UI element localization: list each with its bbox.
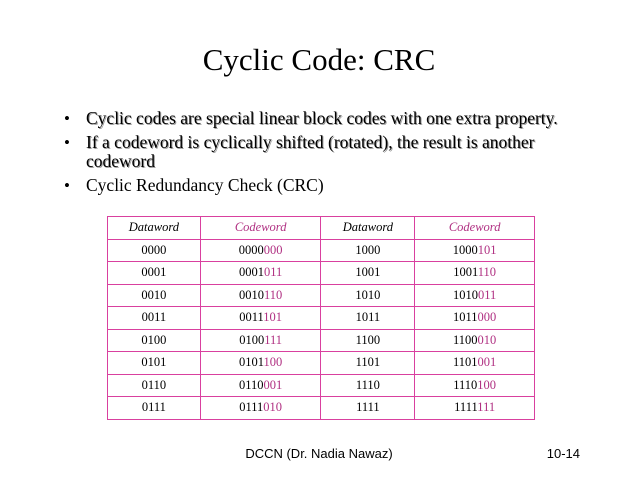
dataword-cell: 0111 bbox=[108, 397, 201, 420]
codeword-data-bits: 1111 bbox=[454, 400, 478, 415]
dataword-cell: 1000 bbox=[321, 239, 415, 262]
dataword-cell: 1100 bbox=[321, 329, 415, 352]
header-codeword: Codeword bbox=[415, 217, 535, 240]
codeword-cell bbox=[200, 262, 321, 285]
table-row bbox=[108, 329, 535, 352]
codeword-data-bits: 1100 bbox=[452, 332, 478, 347]
codeword-data-bits: 1101 bbox=[452, 355, 478, 370]
table-row bbox=[108, 307, 535, 330]
codeword-data-bits: 0000 bbox=[238, 242, 264, 257]
slide-title: Cyclic Code: CRC bbox=[202, 42, 436, 77]
codeword-check-bits: 101 bbox=[477, 242, 497, 257]
codeword-cell bbox=[415, 374, 535, 397]
codeword-data-bits: 0001 bbox=[238, 265, 264, 280]
dataword-cell: 1101 bbox=[321, 352, 415, 375]
codeword-data-bits: 0010 bbox=[238, 287, 264, 302]
codeword-data-bits: 1110 bbox=[453, 377, 478, 392]
header-dataword: Dataword bbox=[321, 217, 415, 240]
table-row bbox=[108, 284, 535, 307]
codeword-data-bits: 0111 bbox=[239, 400, 264, 415]
codeword-check-bits: 100 bbox=[263, 355, 283, 370]
dataword-cell: 1110 bbox=[321, 374, 415, 397]
table-row bbox=[108, 374, 535, 397]
header-dataword: Dataword bbox=[108, 217, 201, 240]
bullet-dot-icon: • bbox=[64, 133, 70, 152]
codeword-cell bbox=[200, 329, 321, 352]
bullet-item bbox=[62, 176, 602, 195]
table-row bbox=[108, 352, 535, 375]
bullet-dot-icon: • bbox=[64, 109, 70, 128]
codeword-cell bbox=[415, 284, 535, 307]
dataword-cell: 0000 bbox=[108, 239, 201, 262]
codeword-check-bits: 010 bbox=[263, 400, 283, 415]
codeword-cell bbox=[200, 374, 321, 397]
codeword-cell bbox=[415, 239, 535, 262]
table-row bbox=[108, 397, 535, 420]
dataword-cell: 1001 bbox=[321, 262, 415, 285]
bullet-item bbox=[62, 109, 602, 128]
codeword-check-bits: 001 bbox=[477, 355, 497, 370]
bullet-text: Cyclic codes are special linear block codes with one extra property. bbox=[86, 108, 558, 128]
codeword-check-bits: 010 bbox=[477, 332, 497, 347]
slide-number: 10-14 bbox=[546, 446, 580, 461]
codeword-check-bits: 101 bbox=[263, 310, 283, 325]
codeword-cell bbox=[200, 239, 321, 262]
codeword-cell bbox=[200, 307, 321, 330]
codeword-check-bits: 011 bbox=[263, 265, 283, 280]
codeword-check-bits: 000 bbox=[263, 242, 283, 257]
dataword-cell: 0001 bbox=[108, 262, 201, 285]
dataword-cell: 0110 bbox=[108, 374, 201, 397]
codeword-data-bits: 1011 bbox=[452, 310, 478, 325]
bullet-text: Cyclic Redundancy Check (CRC) bbox=[86, 175, 324, 195]
bullet-list bbox=[62, 109, 602, 200]
codeword-data-bits: 1010 bbox=[452, 287, 478, 302]
crc-code-table bbox=[107, 216, 535, 420]
dataword-cell: 0100 bbox=[108, 329, 201, 352]
bullet-dot-icon: • bbox=[64, 176, 70, 195]
codeword-cell bbox=[200, 352, 321, 375]
codeword-check-bits: 000 bbox=[477, 310, 497, 325]
codeword-data-bits: 1001 bbox=[453, 265, 478, 280]
codeword-data-bits: 0110 bbox=[238, 377, 264, 392]
codeword-check-bits: 011 bbox=[477, 287, 497, 302]
dataword-cell: 0101 bbox=[108, 352, 201, 375]
dataword-cell: 1111 bbox=[321, 397, 415, 420]
codeword-check-bits: 100 bbox=[477, 377, 497, 392]
codeword-cell bbox=[415, 352, 535, 375]
footer-credit: DCCN (Dr. Nadia Nawaz) bbox=[245, 446, 393, 461]
dataword-cell: 1010 bbox=[321, 284, 415, 307]
codeword-cell bbox=[415, 307, 535, 330]
codeword-check-bits: 110 bbox=[477, 265, 497, 280]
codeword-cell bbox=[200, 284, 321, 307]
codeword-cell bbox=[415, 397, 535, 420]
table-row bbox=[108, 262, 535, 285]
codeword-check-bits: 111 bbox=[477, 400, 496, 415]
codeword-cell bbox=[415, 262, 535, 285]
table-row bbox=[108, 239, 535, 262]
dataword-cell: 0010 bbox=[108, 284, 201, 307]
codeword-check-bits: 111 bbox=[264, 332, 283, 347]
codeword-data-bits: 0101 bbox=[238, 355, 264, 370]
dataword-cell: 1011 bbox=[321, 307, 415, 330]
codeword-cell bbox=[200, 397, 321, 420]
codeword-check-bits: 001 bbox=[263, 377, 283, 392]
table-header-row bbox=[108, 217, 535, 240]
codeword-data-bits: 1000 bbox=[452, 242, 478, 257]
header-codeword: Codeword bbox=[200, 217, 321, 240]
dataword-cell: 0011 bbox=[108, 307, 201, 330]
codeword-check-bits: 110 bbox=[263, 287, 283, 302]
codeword-cell bbox=[415, 329, 535, 352]
codeword-data-bits: 0100 bbox=[239, 332, 265, 347]
bullet-item bbox=[62, 133, 602, 171]
codeword-data-bits: 0011 bbox=[239, 310, 264, 325]
bullet-text: If a codeword is cyclically shifted (rotated), the result is another codeword bbox=[86, 132, 535, 171]
